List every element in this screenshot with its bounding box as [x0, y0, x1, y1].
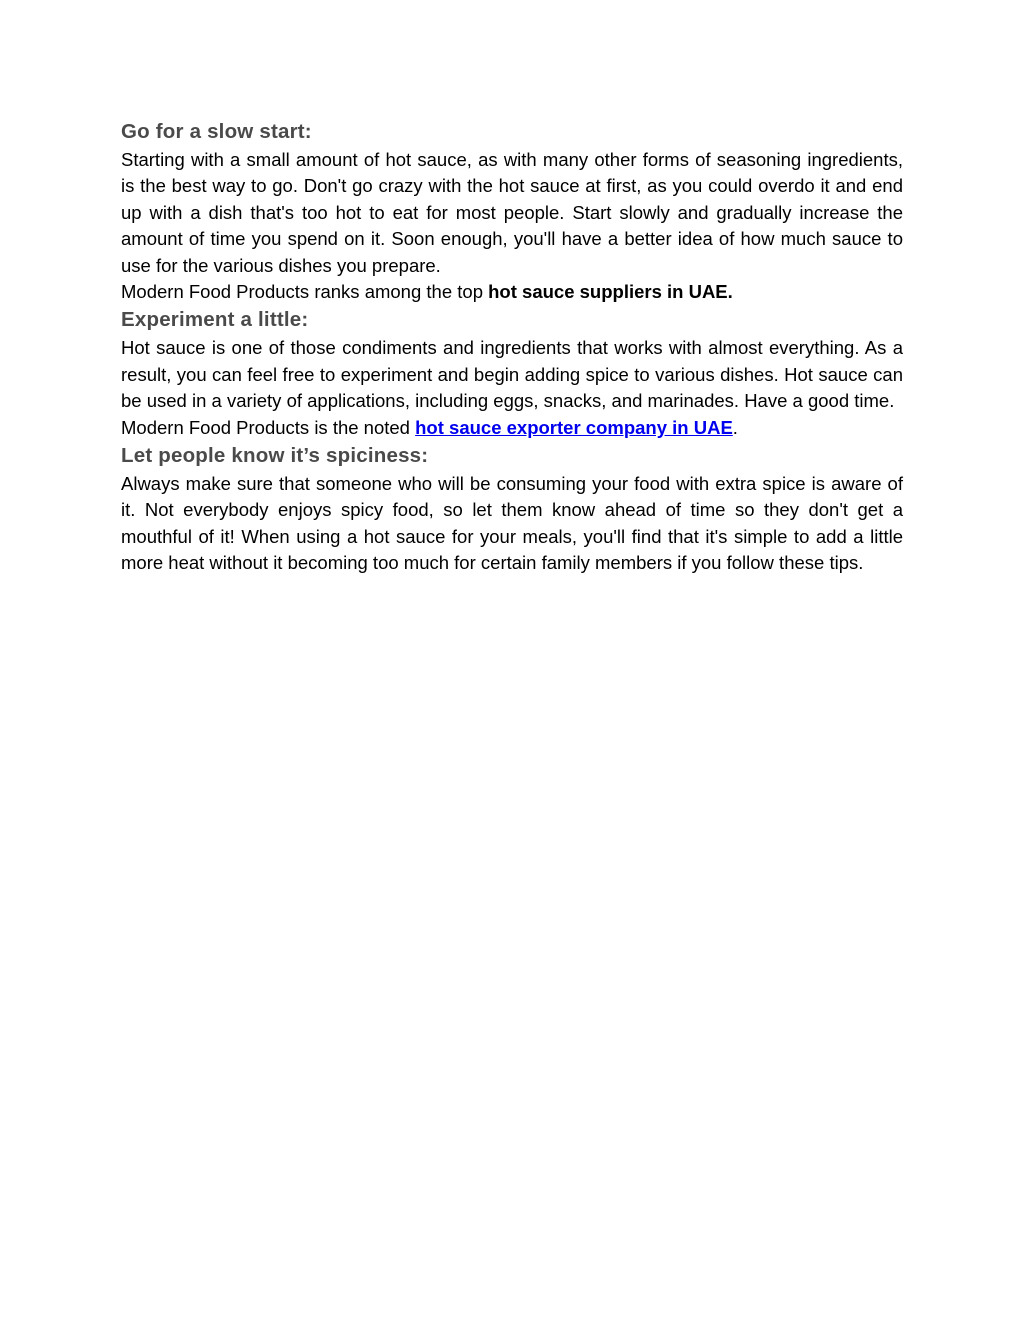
exporter-company-link[interactable]: hot sauce exporter company in UAE: [415, 416, 733, 438]
section-heading-spiciness: Let people know it’s spiciness:: [121, 444, 429, 468]
promo-line-exporter: [121, 415, 903, 441]
promo-line-suppliers-text: Modern Food Products ranks among the top: [121, 281, 489, 303]
promo-line-suppliers-bold: hot sauce suppliers in UAE.: [488, 281, 733, 303]
promo-line-exporter-text: Modern Food Products is the noted: [121, 416, 416, 438]
section-paragraph-experiment: Hot sauce is one of those condiments and ingredients that works with almost everything. As a result, you can feel free to experiment and begin adding spice to various dishes. Hot sauce can be used in a variety of applications, including eggs, snacks, and marinades. Have a good time.: [121, 337, 903, 412]
promo-line-suppliers: [121, 279, 903, 305]
document-page: [121, 117, 903, 577]
section-paragraph-spiciness: Always make sure that someone who will be consuming your food with extra spice is aware of it. Not everybody enjoys spicy food, so let them know ahead of time so they don't get a mouthful of it! When using a hot sauce for your meals, you'll find that it's simple to add a little more heat without it becoming too much for certain family members if you follow these tips.: [121, 473, 903, 574]
section-heading-experiment: Experiment a little:: [121, 308, 309, 332]
section-paragraph-slow-start: Starting with a small amount of hot sauce, as with many other forms of seasoning ingredients, is the best way to go. Don't go crazy with the hot sauce at first, as you could overdo it and end up with a dish that's too hot to eat for most people. Start slowly and gradually increase the amount of time you spend on it. Soon enough, you'll have a better idea of how much sauce to use for the various dishes you prepare.: [121, 149, 903, 276]
promo-line-exporter-suffix: .: [732, 416, 738, 438]
section-heading-slow-start: Go for a slow start:: [121, 120, 312, 143]
